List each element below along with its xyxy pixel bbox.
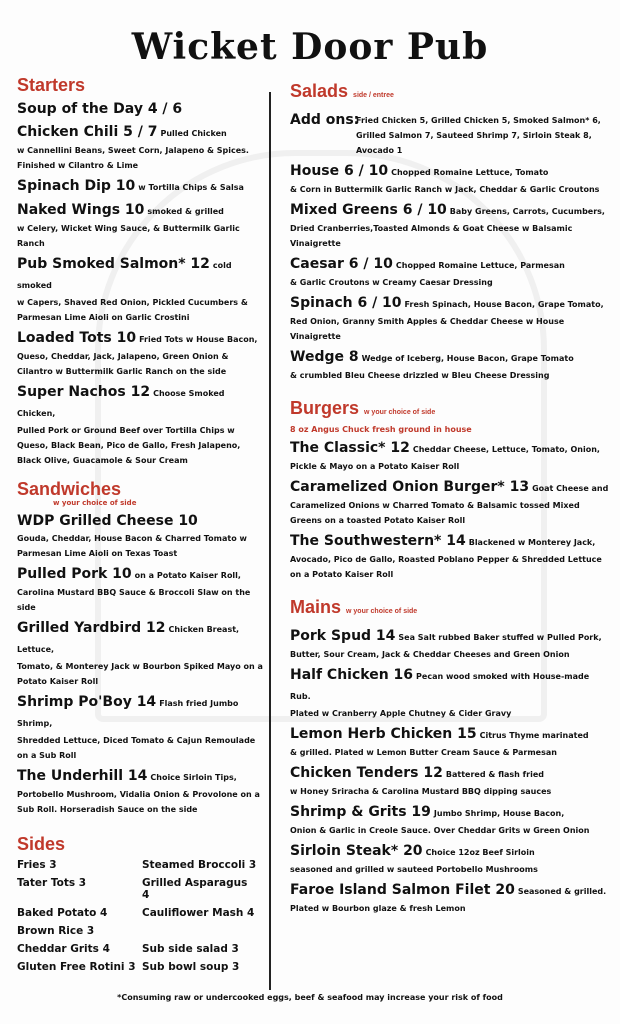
menu-item <box>290 803 612 838</box>
menu-item <box>290 532 612 582</box>
menu-item-title: Chicken Chili 5 / 7 <box>17 124 158 140</box>
menu-item <box>290 666 612 721</box>
sandwiches-heading: Sandwiches <box>17 479 122 499</box>
menu-item-title: Soup of the Day 4 / 6 <box>17 101 183 117</box>
menu-item-desc: & Corn in Buttermilk Garlic Ranch w Jack, Cheddar & Garlic Croutons <box>290 185 600 194</box>
menu-item-inline-desc: Sea Salt rubbed Baker stuffed w Pulled Pork, <box>398 633 602 642</box>
side-item: Sub side salad 3 <box>142 943 239 955</box>
menu-item-inline-desc: Choice Sirloin Tips, <box>150 773 237 782</box>
sandwiches-list <box>17 512 265 817</box>
mains-list <box>290 627 612 916</box>
menu-item-desc: Queso, Cheddar, Jack, Jalapeno, Green Onion & Cilantro w Buttermilk Garlic Ranch on the side <box>17 352 229 376</box>
menu-item-title: Loaded Tots 10 <box>17 330 137 346</box>
salads-note: side / entree <box>353 92 394 99</box>
side-item: Sub bowl soup 3 <box>142 961 240 973</box>
addons-label: Add ons: <box>290 112 360 128</box>
menu-item-name <box>290 881 612 901</box>
menu-item-desc: Tomato, & Monterey Jack w Bourbon Spiked Mayo on a Potato Kaiser Roll <box>17 662 263 686</box>
menu-item-desc: Plated w Bourbon glaze & fresh Lemon <box>290 904 466 913</box>
sandwiches-note: w your choice of side <box>53 499 137 507</box>
menu-item-desc: w Cannellini Beans, Sweet Corn, Jalapeno & Spices. Finished w Cilantro & Lime <box>17 146 249 170</box>
menu-item-title: The Classic* 12 <box>290 440 410 456</box>
menu-item <box>17 767 265 817</box>
sides-grid <box>17 859 265 973</box>
right-column <box>290 80 612 916</box>
addons-list: Fried Chicken 5, Grilled Chicken 5, Smoked Salmon* 6, Grilled Salmon 7, Sauteed Shrimp 7, Sirloin Steak 8, Avocado 1 <box>356 116 601 155</box>
menu-item-inline-desc: Chicken Breast, Lettuce, <box>17 625 240 654</box>
menu-item-title: Super Nachos 12 <box>17 384 151 400</box>
menu-item-name <box>290 348 612 368</box>
menu-item-inline-desc: Flash fried Jumbo Shrimp, <box>17 699 239 728</box>
menu-item-name <box>17 383 265 423</box>
menu-item-inline-desc: Fresh Spinach, House Bacon, Grape Tomato, <box>404 300 604 309</box>
left-column <box>17 74 265 973</box>
menu-item-desc: Pulled Pork or Ground Beef over Tortilla Chips w Queso, Black Bean, Pico de Gallo, Fresh Jalapeno, Black Olive, Guacamole & Sour Cream <box>17 426 241 465</box>
menu-item <box>17 177 265 197</box>
menu-item <box>290 255 612 290</box>
menu-item-name <box>290 162 612 182</box>
menu-item-title: Mixed Greens 6 / 10 <box>290 202 447 218</box>
addons-block <box>290 111 612 158</box>
menu-item <box>290 162 612 197</box>
sides-heading: Sides <box>17 834 66 854</box>
side-item: Gluten Free Rotini 3 <box>17 961 136 973</box>
menu-item-inline-desc: Pecan wood smoked with House-made Rub. <box>290 672 590 701</box>
menu-item-inline-desc: w Tortilla Chips & Salsa <box>138 183 244 192</box>
menu-item-title: Shrimp Po'Boy 14 <box>17 694 157 710</box>
menu-item-inline-desc: cold smoked <box>17 261 232 290</box>
menu-item <box>290 439 612 474</box>
menu-item-name <box>290 532 612 552</box>
menu-item <box>290 881 612 916</box>
side-item <box>142 925 257 937</box>
starters-heading: Starters <box>17 75 86 95</box>
menu-item-name <box>290 725 612 745</box>
column-divider <box>269 92 271 990</box>
side-item: Cheddar Grits 4 <box>17 943 110 955</box>
menu-item <box>290 627 612 662</box>
burgers-subnote: 8 oz Angus Chuck fresh ground in house <box>290 425 472 434</box>
salads-heading-text: Salads <box>290 81 349 101</box>
menu-item-title: Pulled Pork 10 <box>17 566 132 582</box>
menu-item-title: The Underhill 14 <box>17 768 148 784</box>
burgers-list <box>290 439 612 582</box>
menu-item-name <box>290 294 612 314</box>
menu-item-name <box>290 803 612 823</box>
mains-heading-text: Mains <box>290 597 342 617</box>
menu-item-desc: seasoned and grilled w sauteed Portobello Mushrooms <box>290 865 538 874</box>
menu-item <box>17 329 265 379</box>
menu-item-name <box>17 201 265 221</box>
menu-item <box>290 842 612 877</box>
menu-item-title: Grilled Yardbird 12 <box>17 620 166 636</box>
menu-item-name <box>290 478 612 498</box>
menu-item <box>17 565 265 615</box>
menu-item-desc: Caramelized Onions w Charred Tomato & Balsamic tossed Mixed Greens on a toasted Potato Kaiser Roll <box>290 501 580 525</box>
menu-item-title: Spinach Dip 10 <box>17 178 136 194</box>
menu-title: Wicket Door Pub <box>131 26 489 68</box>
menu-item-inline-desc: Blackened w Monterey Jack, <box>468 538 596 547</box>
menu-item <box>17 693 265 763</box>
footer-disclaimer: *Consuming raw or undercooked eggs, beef & seafood may increase your risk of food <box>117 993 503 1002</box>
menu-item-name <box>17 123 265 143</box>
menu-item-inline-desc: smoked & grilled <box>147 207 224 216</box>
menu-item <box>290 348 612 383</box>
side-item: Grilled Asparagus 4 <box>142 877 248 901</box>
menu-item-desc: Onion & Garlic in Creole Sauce. Over Cheddar Grits w Green Onion <box>290 826 590 835</box>
menu-item-title: Pork Spud 14 <box>290 628 396 644</box>
menu-item <box>290 725 612 760</box>
menu-item-name <box>290 666 612 706</box>
menu-item-desc: & grilled. Plated w Lemon Butter Cream Sauce & Parmesan <box>290 748 557 757</box>
menu-item <box>290 764 612 799</box>
menu-item-name <box>290 842 612 862</box>
mains-note: w your choice of side <box>346 608 418 615</box>
menu-item-title: Chicken Tenders 12 <box>290 765 443 781</box>
menu-item-inline-desc: Baby Greens, Carrots, Cucumbers, <box>449 207 605 216</box>
menu-item-name <box>17 255 265 295</box>
menu-item-inline-desc: Pulled Chicken <box>160 129 227 138</box>
menu-item-desc: Gouda, Cheddar, House Bacon & Charred Tomato w Parmesan Lime Aioli on Texas Toast <box>17 534 247 558</box>
menu-item-name <box>17 767 265 787</box>
side-item: Tater Tots 3 <box>17 877 87 889</box>
menu-item-desc: w Honey Sriracha & Carolina Mustard BBQ dipping sauces <box>290 787 552 796</box>
menu-item-inline-desc: Cheddar Cheese, Lettuce, Tomato, Onion, <box>412 445 600 454</box>
menu-item-title: Naked Wings 10 <box>17 202 145 218</box>
menu-item-desc: Portobello Mushroom, Vidalia Onion & Provolone on a Sub Roll. Horseradish Sauce on the side <box>17 790 260 814</box>
menu-item-name <box>290 627 612 647</box>
menu-item-inline-desc: Battered & flash fried <box>445 770 544 779</box>
starters-list <box>17 100 265 468</box>
menu-item-inline-desc: on a Potato Kaiser Roll, <box>134 571 241 580</box>
menu-item <box>290 201 612 251</box>
menu-item-name <box>17 329 265 349</box>
menu-item-title: Caesar 6 / 10 <box>290 256 393 272</box>
menu-item <box>17 123 265 173</box>
menu-item-name <box>17 512 265 531</box>
menu-item-title: Caramelized Onion Burger* 13 <box>290 479 530 495</box>
menu-item <box>290 294 612 344</box>
menu-item-title: Half Chicken 16 <box>290 667 414 683</box>
menu-item-inline-desc: Seasoned & grilled. <box>517 887 607 896</box>
menu-item-title: Wedge 8 <box>290 349 359 365</box>
menu-item-name <box>290 439 612 459</box>
menu-item-inline-desc: Jumbo Shrimp, House Bacon, <box>433 809 565 818</box>
menu-item-name <box>17 565 265 585</box>
menu-item-desc: Carolina Mustard BBQ Sauce & Broccoli Slaw on the side <box>17 588 251 612</box>
menu-item <box>290 478 612 528</box>
menu-item-name <box>290 255 612 275</box>
menu-item <box>17 512 265 561</box>
side-item: Brown Rice 3 <box>17 925 95 937</box>
menu-item-title: Shrimp & Grits 19 <box>290 804 431 820</box>
menu-item-desc: Shredded Lettuce, Diced Tomato & Cajun Remoulade on a Sub Roll <box>17 736 256 760</box>
mains-heading <box>290 596 612 623</box>
menu-item <box>17 383 265 468</box>
menu-item-desc: Avocado, Pico de Gallo, Roasted Poblano Pepper & Shredded Lettuce on a Potato Kaiser Roll <box>290 555 602 579</box>
menu-item-inline-desc: Citrus Thyme marinated <box>479 731 589 740</box>
menu-item-desc: Dried Cranberries,Toasted Almonds & Goat Cheese w Balsamic Vinaigrette <box>290 224 573 248</box>
menu-item-inline-desc: Wedge of Iceberg, House Bacon, Grape Tomato <box>361 354 574 363</box>
menu-item-desc: & crumbled Bleu Cheese drizzled w Bleu Cheese Dressing <box>290 371 550 380</box>
salads-list <box>290 162 612 383</box>
side-item: Fries 3 <box>17 859 57 871</box>
side-item: Steamed Broccoli 3 <box>142 859 257 871</box>
menu-item-title: House 6 / 10 <box>290 163 389 179</box>
burgers-heading <box>290 397 612 424</box>
menu-item-desc: w Capers, Shaved Red Onion, Pickled Cucumbers & Parmesan Lime Aioli on Garlic Crostini <box>17 298 248 322</box>
menu-item-title: The Southwestern* 14 <box>290 533 466 549</box>
burgers-heading-text: Burgers <box>290 398 360 418</box>
menu-item-inline-desc: Chopped Romaine Lettuce, Parmesan <box>395 261 565 270</box>
menu-item-desc: w Celery, Wicket Wing Sauce, & Buttermilk Garlic Ranch <box>17 224 240 248</box>
menu-item-name <box>17 100 265 119</box>
menu-item-inline-desc: Fried Tots w House Bacon, <box>139 335 258 344</box>
menu-item-title: Pub Smoked Salmon* 12 <box>17 256 210 272</box>
menu-item-name <box>17 619 265 659</box>
menu-item-desc: Red Onion, Granny Smith Apples & Cheddar Cheese w House Vinaigrette <box>290 317 565 341</box>
side-item: Baked Potato 4 <box>17 907 108 919</box>
menu-item-desc: Pickle & Mayo on a Potato Kaiser Roll <box>290 462 460 471</box>
menu-item-title: Sirloin Steak* 20 <box>290 843 423 859</box>
menu-item-name <box>290 201 612 221</box>
menu-item-desc: Butter, Sour Cream, Jack & Cheddar Cheeses and Green Onion <box>290 650 570 659</box>
salads-heading <box>290 80 612 107</box>
menu-item-title: Faroe Island Salmon Filet 20 <box>290 882 515 898</box>
menu-item <box>17 619 265 689</box>
side-item: Cauliflower Mash 4 <box>142 907 255 919</box>
menu-item-desc: Plated w Cranberry Apple Chutney & Cider Gravy <box>290 709 512 718</box>
menu-item-inline-desc: Goat Cheese and <box>532 484 609 493</box>
burgers-note: w your choice of side <box>364 409 436 416</box>
menu-item-title: WDP Grilled Cheese 10 <box>17 513 198 529</box>
menu-item <box>17 201 265 251</box>
menu-item-title: Lemon Herb Chicken 15 <box>290 726 477 742</box>
menu-item-name <box>17 177 265 197</box>
menu-item-inline-desc: Chopped Romaine Lettuce, Tomato <box>391 168 549 177</box>
menu-item-desc: & Garlic Croutons w Creamy Caesar Dressing <box>290 278 493 287</box>
menu-item-title: Spinach 6 / 10 <box>290 295 402 311</box>
menu-item <box>17 255 265 325</box>
menu-item <box>17 100 265 119</box>
menu-item-inline-desc: Choice 12oz Beef Sirloin <box>425 848 535 857</box>
menu-item-name <box>290 764 612 784</box>
menu-item-name <box>17 693 265 733</box>
menu-item-inline-desc: Choose Smoked Chicken, <box>17 389 225 418</box>
